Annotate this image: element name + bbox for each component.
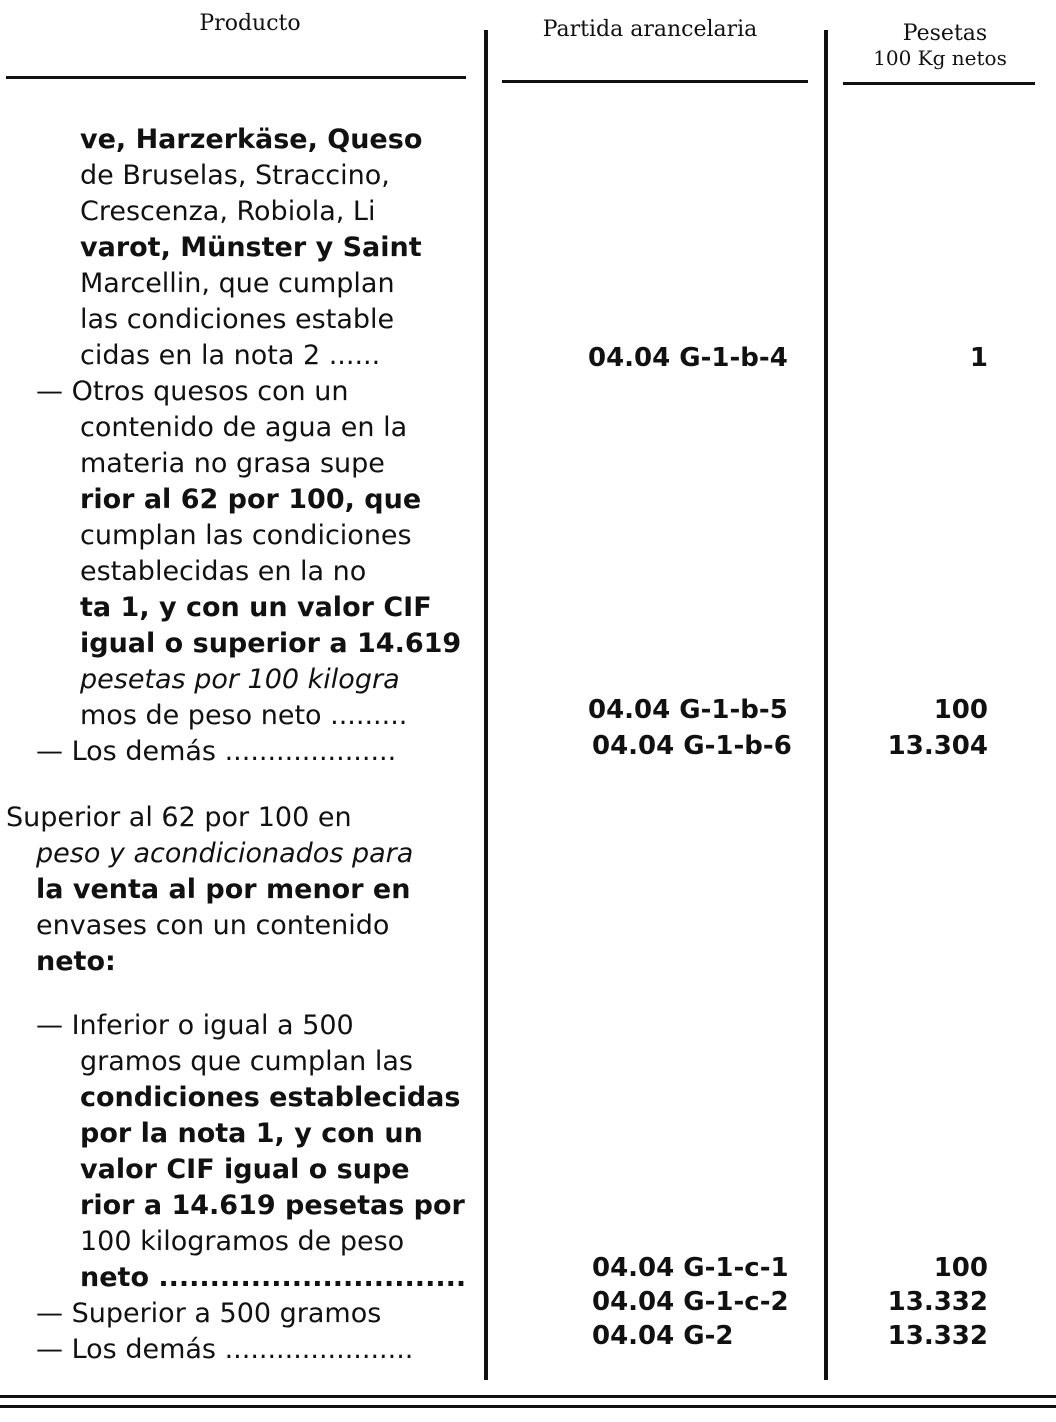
text-line: varot, Münster y Saint [80,232,422,263]
text-line: Marcellin, que cumplan [80,268,395,299]
header-partida-arancelaria: Partida arancelaria [542,17,758,42]
text-line: — Los demás .................... [36,736,397,767]
header-pesetas-unit: 100 Kg netos [873,46,1007,70]
header-pesetas: Pesetas [902,21,988,46]
text-line: cidas en la nota 2 ...... [80,340,381,371]
text-line: igual o superior a 14.619 [80,628,462,659]
pesetas-value: 100 [933,1253,988,1283]
tariff-code: 04.04 G-2 [592,1321,734,1351]
text-line: ve, Harzerkäse, Queso [80,124,423,155]
pesetas-value: 13.332 [887,1321,988,1351]
text-line: por la nota 1, y con un [80,1118,423,1149]
bottom-rule-bottom [0,1405,1056,1408]
text-line: Crescenza, Robiola, Li [80,196,376,227]
text-line: peso y acondicionados para [36,838,414,869]
tariff-code: 04.04 G-1-b-6 [592,731,792,761]
text-line: Superior al 62 por 100 en [6,802,352,833]
text-line: establecidas en la no [80,556,367,587]
text-line: ta 1, y con un valor CIF [80,592,432,623]
header-rule-partida [502,80,808,83]
text-line: neto: [36,946,116,977]
text-line: — Los demás ...................... [36,1334,414,1365]
text-line: — Superior a 500 gramos [36,1298,382,1329]
text-line: — Otros quesos con un [36,376,349,407]
pesetas-value: 100 [933,695,988,725]
column-divider-right [824,30,828,1380]
text-line: las condiciones estable [80,304,395,335]
bottom-rule-top [0,1395,1056,1398]
text-line: mos de peso neto ......... [80,700,408,731]
tariff-code: 04.04 G-1-b-4 [588,343,788,373]
text-line: gramos que cumplan las [80,1046,413,1077]
header-producto: Producto [199,11,301,36]
pesetas-value: 13.304 [887,731,988,761]
text-line: rior al 62 por 100, que [80,484,422,515]
text-line: la venta al por menor en [36,874,411,905]
text-line: valor CIF igual o supe [80,1154,410,1185]
header-rule-pesetas [843,82,1035,85]
text-line: — Inferior o igual a 500 [36,1010,354,1041]
text-line: cumplan las condiciones [80,520,412,551]
tariff-code: 04.04 G-1-c-1 [592,1253,789,1283]
text-line: envases con un contenido [36,910,390,941]
text-line: contenido de agua en la [80,412,408,443]
text-line: neto .............................. [80,1262,467,1293]
header-rule-producto [6,76,466,79]
text-line: pesetas por 100 kilogra [80,664,400,695]
text-line: materia no grasa supe [80,448,385,479]
text-line: condiciones establecidas [80,1082,461,1113]
pesetas-value: 1 [969,343,988,373]
text-line: rior a 14.619 pesetas por [80,1190,465,1221]
text-line: 100 kilogramos de peso [80,1226,405,1257]
column-divider-left [484,30,488,1380]
text-line: de Bruselas, Straccino, [80,160,390,191]
pesetas-value: 13.332 [887,1287,988,1317]
tariff-code: 04.04 G-1-b-5 [588,695,788,725]
tariff-code: 04.04 G-1-c-2 [592,1287,789,1317]
